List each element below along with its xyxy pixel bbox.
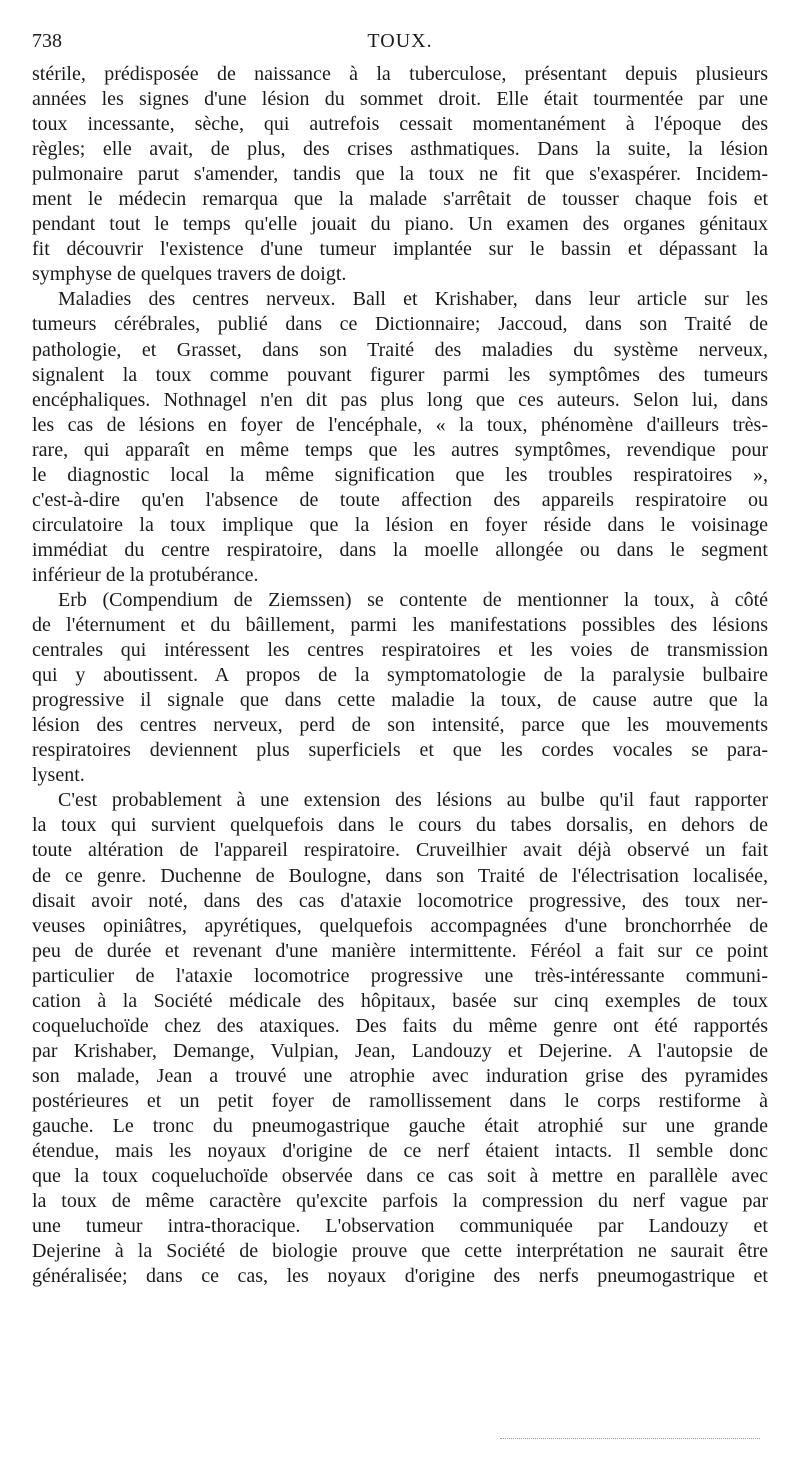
- text-line: lésion des centres nerveux, perd de son intensité, parce que les mouvements: [32, 714, 768, 737]
- text-line: stérile, prédisposée de naissance à la tuberculose, présentant depuis plusieurs: [32, 63, 768, 85]
- text-line: inférieur de la protubérance.: [32, 563, 259, 586]
- text-line: Maladies des centres nerveux. Ball et Krishaber, dans leur article sur les: [58, 288, 768, 311]
- text-line: toux incessante, sèche, qui autrefois cessait momentanément à l'époque des: [32, 113, 768, 136]
- text-line: la toux de même caractère qu'excite parfois la compression du nerf vague par: [32, 1190, 768, 1213]
- text-line: Erb (Compendium de Ziemssen) se contente de mentionner la toux, à côté: [58, 588, 768, 611]
- footer-specks: [500, 1432, 760, 1439]
- text-line: tumeurs cérébrales, publié dans ce Dictionnaire; Jaccoud, dans son Traité de: [32, 313, 768, 336]
- text-line: la toux qui survient quelquefois dans le cours du tabes dorsalis, en dehors de: [32, 814, 768, 837]
- text-line: coqueluchoïde chez des ataxiques. Des faits du même genre ont été rapportés: [32, 1014, 768, 1037]
- text-line: disait avoir noté, dans des cas d'ataxie locomotrice progressive, des toux ner-: [32, 889, 768, 912]
- text-line: pendant tout le temps qu'elle jouait du piano. Un examen des organes génitaux: [32, 213, 768, 236]
- text-line: généralisée; dans ce cas, les noyaux d'origine des nerfs pneumogastrique et: [32, 1265, 768, 1288]
- text-line: de l'éternument et du bâillement, parmi les manifestations possibles des lésions: [32, 614, 768, 637]
- text-line: années les signes d'une lésion du sommet droit. Elle était tourmentée par une: [32, 88, 768, 111]
- running-head: TOUX.: [367, 30, 433, 52]
- text-line: respiratoires deviennent plus superficiels et que les cordes vocales se para-: [32, 739, 768, 762]
- text-line: que la toux coqueluchoïde observée dans ce cas soit à mettre en parallèle avec: [32, 1165, 768, 1188]
- text-line: C'est probablement à une extension des lésions au bulbe qu'il faut rapporter: [58, 789, 768, 812]
- text-line: étendue, mais les noyaux d'origine de ce nerf étaient intacts. Il semble donc: [32, 1140, 768, 1163]
- text-line: règles; elle avait, de plus, des crises asthmatiques. Dans la suite, la lésion: [32, 138, 768, 161]
- text-line: lysent.: [32, 764, 85, 787]
- body-text: [32, 62, 768, 1289]
- text-line: circulatoire la toux implique que la lésion en foyer réside dans le voisinage: [32, 513, 768, 536]
- page-header: [32, 28, 768, 54]
- text-line: encéphaliques. Nothnagel n'en dit pas plus long que ces auteurs. Selon lui, dans: [32, 388, 768, 411]
- text-line: son malade, Jean a trouvé une atrophie avec induration grise des pyramides: [32, 1064, 768, 1087]
- text-line: toute altération de l'appareil respiratoire. Cruveilhier avait déjà observé un fait: [32, 839, 768, 862]
- text-line: peu de durée et revenant d'une manière intermittente. Féréol a fait sur ce point: [32, 939, 768, 962]
- text-line: centrales qui intéressent les centres respiratoires et les voies de transmission: [32, 639, 768, 662]
- text-line: Dejerine à la Société de biologie prouve que cette interprétation ne saurait être: [32, 1240, 768, 1263]
- text-line: cation à la Société médicale des hôpitaux, basée sur cinq exemples de toux: [32, 989, 768, 1012]
- text-line: de ce genre. Duchenne de Boulogne, dans son Traité de l'électrisation localisée,: [32, 864, 768, 887]
- text-line: pathologie, et Grasset, dans son Traité des maladies du système nerveux,: [32, 338, 768, 361]
- text-line: pulmonaire parut s'amender, tandis que la toux ne fit que s'exaspérer. Incidem-: [32, 163, 768, 186]
- text-line: fit découvrir l'existence d'une tumeur implantée sur le bassin et dépassant la: [32, 238, 768, 261]
- text-line: par Krishaber, Demange, Vulpian, Jean, Landouzy et Dejerine. A l'autopsie de: [32, 1039, 768, 1062]
- text-line: postérieures et un petit foyer de ramollissement dans le corps restiforme à: [32, 1089, 768, 1112]
- text-line: une tumeur intra-thoracique. L'observation communiquée par Landouzy et: [32, 1215, 768, 1238]
- text-line: signalent la toux comme pouvant figurer parmi les symptômes des tumeurs: [32, 363, 768, 386]
- text-line: le diagnostic local la même signification que les troubles respiratoires »,: [32, 463, 768, 486]
- text-line: c'est-à-dire qu'en l'absence de toute affection des appareils respiratoire ou: [32, 488, 768, 511]
- text-line: qui y aboutissent. A propos de la symptomatologie de la paralysie bulbaire: [32, 664, 768, 687]
- text-line: veuses opiniâtres, apyrétiques, quelquefois accompagnées d'une bronchorrhée de: [32, 914, 768, 937]
- text-line: rare, qui apparaît en même temps que les autres symptômes, revendique pour: [32, 438, 768, 461]
- text-line: particulier de l'ataxie locomotrice progressive une très-intéressante communi-: [32, 964, 768, 987]
- text-line: immédiat du centre respiratoire, dans la moelle allongée ou dans le segment: [32, 538, 768, 561]
- page-number: 738: [32, 30, 62, 52]
- text-line: symphyse de quelques travers de doigt.: [32, 263, 347, 286]
- text-line: progressive il signale que dans cette maladie la toux, de cause autre que la: [32, 689, 768, 712]
- text-line: les cas de lésions en foyer de l'encéphale, « la toux, phénomène d'ailleurs très-: [32, 413, 768, 436]
- text-line: ment le médecin remarqua que la malade s'arrêtait de tousser chaque fois et: [32, 188, 768, 211]
- text-line: gauche. Le tronc du pneumogastrique gauche était atrophié sur une grande: [32, 1114, 768, 1137]
